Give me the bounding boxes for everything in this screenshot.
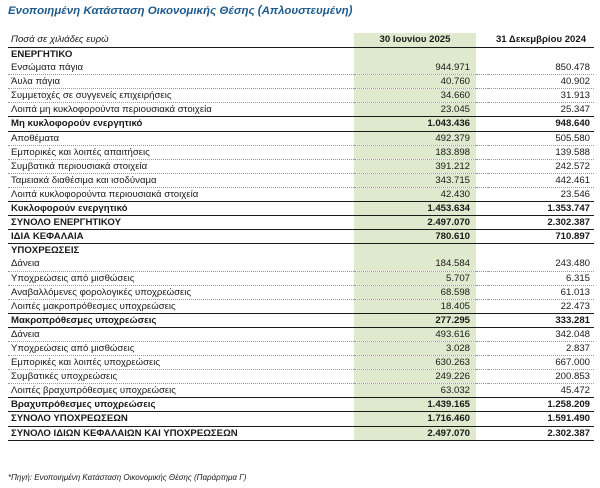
row-label: Βραχυπρόθεσμες υποχρεώσεις [8,398,354,412]
column-gap [476,187,488,201]
row-value-june-2025: 944.971 [354,61,476,75]
table-row [8,131,594,145]
row-value-june-2025 [354,244,476,258]
column-gap [476,230,488,244]
table-header-row [8,33,594,48]
table-row [8,341,594,355]
column-header-june-2025: 30 Ιουνίου 2025 [354,33,476,48]
row-value-june-2025: 68.598 [354,285,476,299]
row-label: Εμπορικές και λοιπές απαιτήσεις [8,145,354,159]
row-value-december-2024 [488,48,594,62]
row-value-december-2024: 1.591.490 [488,412,594,426]
table-row [8,75,594,89]
row-label: ΣΥΝΟΛΟ ΕΝΕΡΓΗΤΙΚΟΥ [8,216,354,230]
row-label: Μακροπρόθεσμες υποχρεώσεις [8,313,354,327]
row-value-december-2024: 948.640 [488,117,594,131]
row-value-december-2024: 2.837 [488,341,594,355]
row-value-june-2025: 1.716.460 [354,412,476,426]
row-value-june-2025: 42.430 [354,187,476,201]
page-title: Ενοποιημένη Κατάσταση Οικονομικής Θέσης (Απλουστευμένη) [8,5,353,17]
row-value-december-2024: 22.473 [560,300,590,312]
column-gap [476,257,488,271]
column-gap [476,89,488,103]
column-gap [476,173,488,187]
row-value-june-2025: 1.043.436 [354,117,476,131]
column-gap [476,75,488,89]
row-value-december-2024: 710.897 [488,230,594,244]
row-label: Λοιπά κυκλοφορούντα περιουσιακά στοιχεία [11,188,199,200]
row-value-december-2024: 2.302.387 [488,216,594,230]
row-value-december-2024: 40.902 [488,75,594,89]
table-row [8,103,594,117]
row-label: Δάνεια [8,257,354,271]
column-gap [476,370,488,384]
table-row [8,61,594,75]
row-label: Υποχρεώσεις από μισθώσεις [8,271,354,285]
row-label: Δάνεια [8,327,354,341]
column-gap [476,384,488,398]
row-label: Λοιπές βραχυπρόθεσμες υποχρεώσεις [11,385,176,397]
row-label: ΥΠΟΧΡΕΩΣΕΙΣ [11,245,80,257]
row-value-december-2024: 1.258.209 [488,398,594,412]
row-value-june-2025: 18.405 [354,299,476,313]
table-row [8,384,594,398]
row-value-december-2024: 1.353.747 [488,202,594,216]
column-gap [476,159,488,173]
row-value-december-2024: 442.461 [488,173,594,187]
units-label: Ποσά σε χιλιάδες ευρώ [8,33,354,48]
table-row [8,159,594,173]
row-label: Συμβατικά περιουσιακά στοιχεία [8,159,354,173]
row-value-december-2024: 6.315 [488,271,594,285]
row-value-december-2024: 243.480 [488,257,594,271]
table-row [8,313,594,327]
row-value-december-2024: 333.281 [488,313,594,327]
row-value-june-2025: 630.263 [354,356,476,370]
row-value-june-2025: 40.760 [354,75,476,89]
column-gap [476,356,488,370]
row-value-december-2024: 139.588 [488,145,594,159]
row-value-june-2025: 5.707 [354,271,476,285]
row-label: Συμμετοχές σε συγγενείς επιχειρήσεις [8,89,354,103]
table-row [8,89,594,103]
column-gap [476,244,488,258]
row-value-june-2025: 2.497.070 [354,216,476,230]
row-value-june-2025: 343.715 [354,173,476,187]
column-gap [476,271,488,285]
column-gap [476,341,488,355]
table-row [8,244,594,258]
table-row [8,202,594,216]
row-label: Αποθέματα [8,131,354,145]
table-row [8,173,594,187]
column-gap [476,48,488,62]
table-row [8,356,594,370]
table-row [8,285,594,299]
balance-sheet-table [8,33,594,441]
row-value-december-2024: 25.347 [560,104,590,116]
row-label: Αναβαλλόμενες φορολογικές υποχρεώσεις [8,285,354,299]
column-gap [476,61,488,75]
row-value-december-2024: 2.302.387 [488,426,594,440]
row-label: Εμπορικές και λοιπές υποχρεώσεις [8,356,354,370]
table-row [8,327,594,341]
row-value-december-2024: 61.013 [488,285,594,299]
column-gap [476,313,488,327]
table-row [8,426,594,440]
row-value-june-2025: 493.616 [354,327,476,341]
row-label: Ενσώματα πάγια [8,61,354,75]
table-row [8,257,594,271]
row-value-june-2025: 184.584 [354,257,476,271]
row-value-december-2024: 23.546 [560,188,590,200]
row-label: Λοιπές μακροπρόθεσμες υποχρεώσεις [11,300,176,312]
column-gap [476,202,488,216]
row-value-june-2025: 23.045 [354,103,476,117]
table-row [8,187,594,201]
row-value-december-2024: 850.478 [488,61,594,75]
row-value-june-2025: 391.212 [354,159,476,173]
row-value-june-2025: 492.379 [354,131,476,145]
row-value-december-2024: 505.580 [488,131,594,145]
row-label: ΙΔΙΑ ΚΕΦΑΛΑΙΑ [8,230,354,244]
table-row [8,216,594,230]
row-value-june-2025: 183.898 [354,145,476,159]
row-value-june-2025: 63.032 [354,384,476,398]
row-value-june-2025: 780.610 [354,230,476,244]
column-gap [476,216,488,230]
column-gap [476,145,488,159]
table-row [8,145,594,159]
column-gap [476,117,488,131]
table-row [8,370,594,384]
row-label: Άυλα πάγια [8,75,354,89]
table-row [8,412,594,426]
row-value-december-2024 [488,244,594,258]
row-value-june-2025: 2.497.070 [354,426,476,440]
row-value-december-2024: 31.913 [488,89,594,103]
row-label: ΣΥΝΟΛΟ ΥΠΟΧΡΕΩΣΕΩΝ [8,412,354,426]
row-label: Κυκλοφορούν ενεργητικό [8,202,354,216]
row-value-december-2024: 667.000 [488,356,594,370]
row-value-december-2024: 45.472 [560,385,590,397]
table-row [8,230,594,244]
row-value-december-2024: 200.853 [488,370,594,384]
row-value-june-2025: 249.226 [354,370,476,384]
column-gap [476,327,488,341]
table-row [8,117,594,131]
row-value-june-2025: 277.295 [354,313,476,327]
column-gap [476,103,488,117]
row-value-june-2025 [354,48,476,62]
column-gap [476,398,488,412]
row-label: Ταμειακά διαθέσιμα και ισοδύναμα [8,173,354,187]
row-label: Υποχρεώσεις από μισθώσεις [8,341,354,355]
row-label: ΕΝΕΡΓΗΤΙΚΟ [11,49,73,60]
table-row [8,48,594,62]
column-gap [476,285,488,299]
row-label: Συμβατικές υποχρεώσεις [8,370,354,384]
row-value-june-2025: 3.028 [354,341,476,355]
row-value-june-2025: 1.439.165 [354,398,476,412]
table-row [8,398,594,412]
column-gap [476,131,488,145]
row-label: Μη κυκλοφορούν ενεργητικό [8,117,354,131]
column-gap [476,426,488,440]
column-gap [476,412,488,426]
row-value-december-2024: 242.572 [488,159,594,173]
row-value-june-2025: 34.660 [354,89,476,103]
table-row [8,271,594,285]
table-row [8,299,594,313]
row-label: ΣΥΝΟΛΟ ΙΔΙΩΝ ΚΕΦΑΛΑΙΩΝ ΚΑΙ ΥΠΟΧΡΕΩΣΕΩΝ [8,426,354,440]
column-gap [476,33,488,48]
row-label: Λοιπά μη κυκλοφορούντα περιουσιακά στοιχεία [11,104,212,116]
column-gap [476,299,488,313]
column-header-december-2024: 31 Δεκεμβρίου 2024 [488,33,594,48]
source-note: *Πηγή: Ενοποιημένη Κατάσταση Οικονομικής Θέσης (Παράρτημα Γ) [8,473,247,482]
row-value-june-2025: 1.453.634 [354,202,476,216]
row-value-december-2024: 342.048 [488,327,594,341]
